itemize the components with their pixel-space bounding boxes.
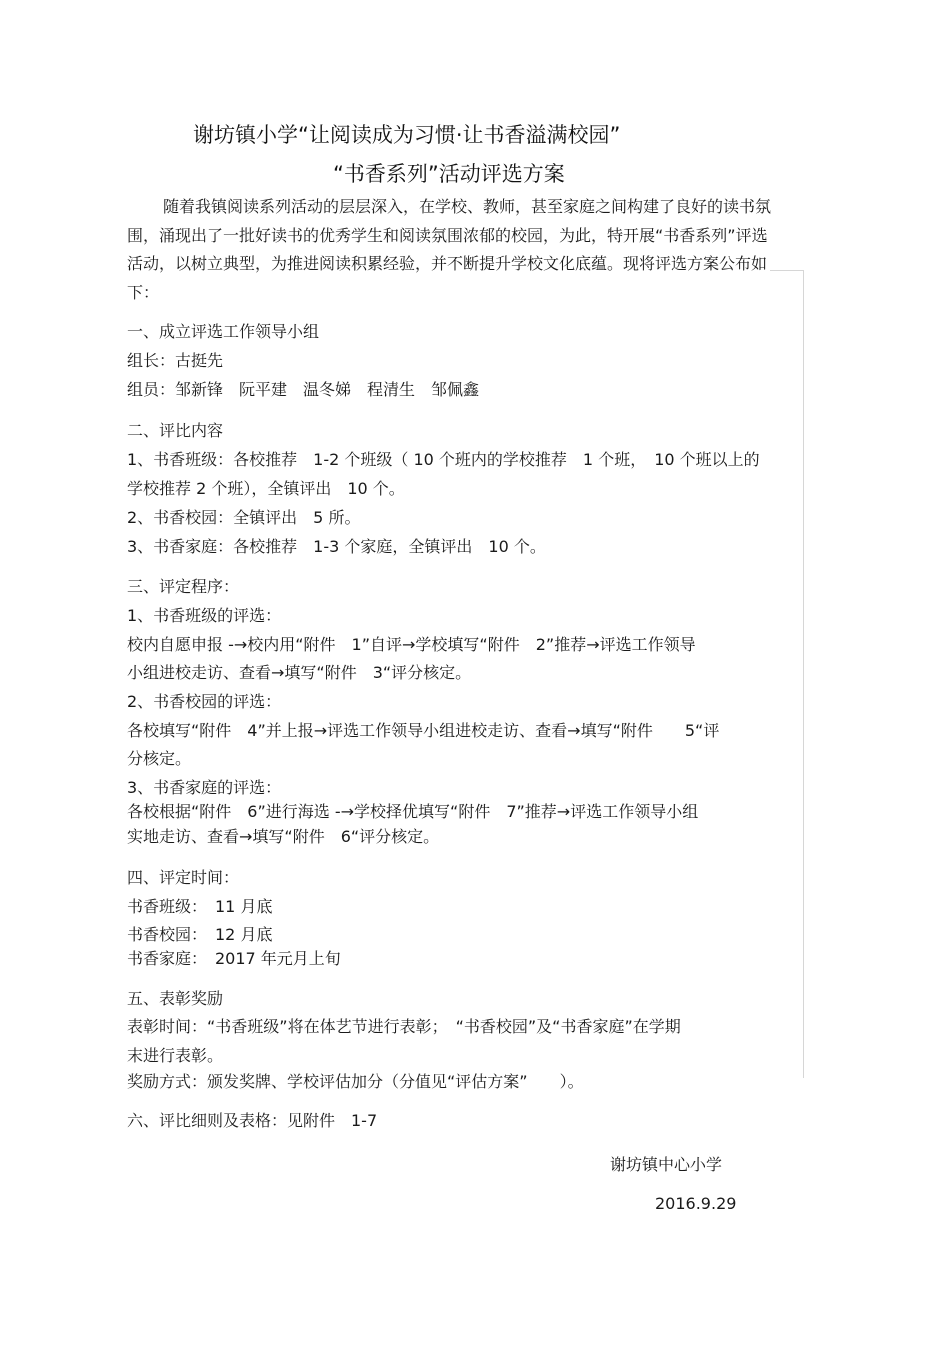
- time-class: 书香班级： 11 月底: [127, 897, 273, 916]
- section-5-heading: 五、表彰奖励: [127, 989, 224, 1008]
- procedure-1-line-1: 校内自愿申报 -→校内用“附件 1”自评→学校填写“附件 2”推荐→评选工作领导: [127, 635, 696, 654]
- date: 2016.9.29: [655, 1194, 737, 1213]
- signature: 谢坊镇中心小学: [610, 1155, 723, 1174]
- content-item-3: 3、书香家庭：各校推荐 1-3 个家庭，全镇评出 10 个。: [127, 537, 546, 556]
- section-6-heading: 六、评比细则及表格：见附件 1-7: [127, 1111, 378, 1130]
- section-1-heading: 一、成立评选工作领导小组: [127, 322, 320, 341]
- title-line-1: 谢坊镇小学“让阅读成为习惯·让书香溢满校园”: [193, 123, 621, 147]
- procedure-2-line-2: 分核定。: [127, 749, 192, 768]
- frame-line-right: [803, 270, 804, 1078]
- time-family: 书香家庭： 2017 年元月上旬: [127, 949, 341, 968]
- intro-paragraph: [127, 193, 777, 307]
- procedure-1-line-2: 小组进校走访、查看→填写“附件 3“评分核定。: [127, 663, 472, 682]
- procedure-3-heading: 3、书香家庭的评选：: [127, 778, 282, 797]
- procedure-2-line-1: 各校填写“附件 4”并上报→评选工作领导小组进校走访、查看→填写“附件 5“评: [127, 721, 720, 740]
- section-2-heading: 二、评比内容: [127, 421, 224, 440]
- title-line-2: “书香系列”活动评选方案: [333, 162, 565, 186]
- procedure-3-line-1: 各校根据“附件 6”进行海选 -→学校择优填写“附件 7”推荐→评选工作领导小组: [127, 802, 699, 821]
- section-3-heading: 三、评定程序：: [127, 577, 240, 596]
- procedure-3-line-2: 实地走访、查看→填写“附件 6“评分核定。: [127, 827, 440, 846]
- procedure-2-heading: 2、书香校园的评选：: [127, 692, 282, 711]
- procedure-1-heading: 1、书香班级的评选：: [127, 606, 282, 625]
- content-item-2: 2、书香校园：全镇评出 5 所。: [127, 508, 361, 527]
- content-item-1-cont: 学校推荐 2 个班），全镇评出 10 个。: [127, 479, 405, 498]
- section-4-heading: 四、评定时间：: [127, 868, 240, 887]
- award-time-line-1: 表彰时间：“书香班级”将在体艺节进行表彰； “书香校园”及“书香家庭”在学期: [127, 1017, 681, 1036]
- leader-line: 组长：古挺先: [127, 351, 224, 370]
- members-line: 组员：邹新锋 阮平建 温冬娣 程清生 邹佩鑫: [127, 380, 480, 399]
- award-method: 奖励方式：颁发奖牌、学校评估加分（分值见“评估方案” ）。: [127, 1072, 584, 1091]
- content-item-1: 1、书香班级：各校推荐 1-2 个班级（ 10 个班内的学校推荐 1 个班， 10 个班以上的: [127, 450, 760, 469]
- intro-text: 随着我镇阅读系列活动的层层深入，在学校、教师，甚至家庭之间构建了良好的读书氛围，涌现出了一批好读书的优秀学生和阅读氛围浓郁的校园，为此，特开展“书香系列”评选活动，以树立典型，为推进阅读积累经验，并不断提升学校文化底蕴。现将评选方案公布如下：: [127, 197, 772, 302]
- time-campus: 书香校园： 12 月底: [127, 925, 273, 944]
- award-time-line-2: 末进行表彰。: [127, 1046, 224, 1065]
